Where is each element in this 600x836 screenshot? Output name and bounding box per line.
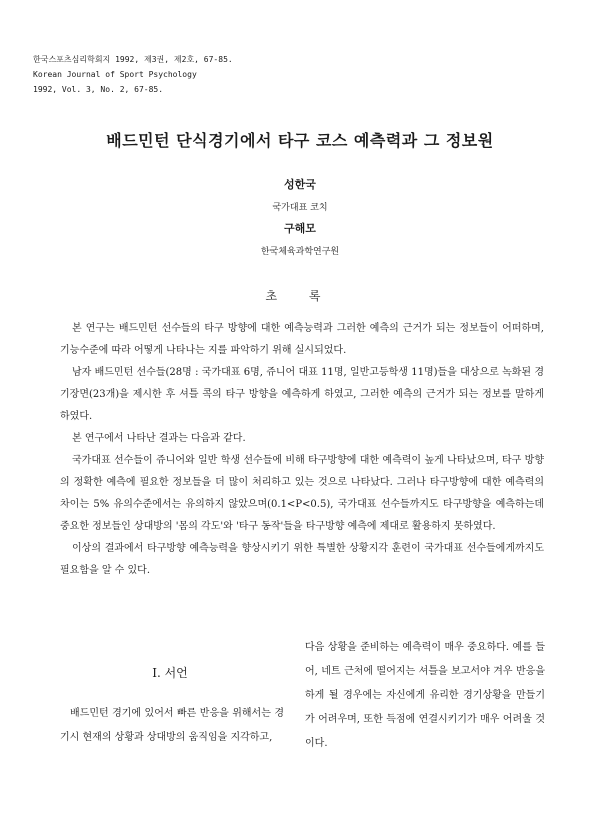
author-name-2: 구해모 [284,222,316,235]
abstract-paragraph: 남자 배드민턴 선수들(28명 : 국가대표 6명, 쥬니어 대표 11명, 일반고등학생 11명)들을 대상으로 녹화된 경기장면(23개)을 제시한 후 셔틀 콕의 타구 방향을 예측하게 하였고, 그러한 예측의 근거가 되는 정보를 말하게 하였다. [60,367,544,422]
section-heading-introduction: Ⅰ. 서언 [152,666,188,680]
author-affiliation-1: 국가대표 코치 [272,203,328,213]
author-name-1: 성한국 [284,178,316,191]
body-paragraph: 다음 상황을 준비하는 예측력이 매우 중요하다. 예를 들어, 네트 근처에 떨어지는 셔틀을 보고서야 겨우 반응을 하게 될 경우에는 자신에게 유리한 경기상황을 만들기가 어려우며, 또한 득점에 연결시키기가 매우 어려울 것이다. [305,642,545,749]
journal-info [33,52,233,97]
author-affiliation-2: 한국체육과학연구원 [260,247,340,257]
body-column-right [305,636,545,756]
journal-citation-korean: 한국스포츠심리학회지 1992, 제3권, 제2호, 67-85. [33,55,233,64]
abstract-heading: 초 록 [265,289,335,303]
abstract-paragraph: 이상의 결과에서 타구방향 예측능력을 향상시키기 위한 특별한 상황지각 훈련이 국가대표 선수들에게까지도 필요함을 알 수 있다. [60,543,544,576]
body-column-left [60,702,284,750]
journal-citation-english: 1992, Vol. 3, No. 2, 67-85. [33,85,164,94]
journal-name-english: Korean Journal of Sport Psychology [33,70,197,79]
paper-title: 배드민턴 단식경기에서 타구 코스 예측력과 그 정보원 [106,131,494,150]
abstract-paragraph: 본 연구에서 나타난 결과는 다음과 같다. [72,433,246,444]
abstract-paragraph: 국가대표 선수들이 쥬니어와 일반 학생 선수들에 비해 타구방향에 대한 예측력이 높게 나타났으며, 타구 방향의 정확한 예측에 필요한 정보들을 더 많이 처리하고 있는 것으로 나타났다. 그러나 타구방향에 대한 예측력의 차이는 5% 유의수준에서는 유의하지 않았으며(0.1<P<0.5), 국가대표 선수들까지도 타구방향을 예측하는데 중요한 정보들인 상대방의 '몸의 각도'와 '타구 동작'들을 타구방향 예측에 제대로 활용하지 못하였다. [60,455,544,532]
abstract-body [60,318,544,582]
body-paragraph: 배드민턴 경기에 있어서 빠른 반응을 위해서는 경기시 현재의 상황과 상대방의 움직임을 지각하고, [60,708,284,743]
abstract-paragraph: 본 연구는 배드민턴 선수들의 타구 방향에 대한 예측능력과 그러한 예측의 근거가 되는 정보들이 어떠하며, 기능수준에 따라 어떻게 나타나는 지를 파악하기 위해 실시되었다. [60,323,544,356]
